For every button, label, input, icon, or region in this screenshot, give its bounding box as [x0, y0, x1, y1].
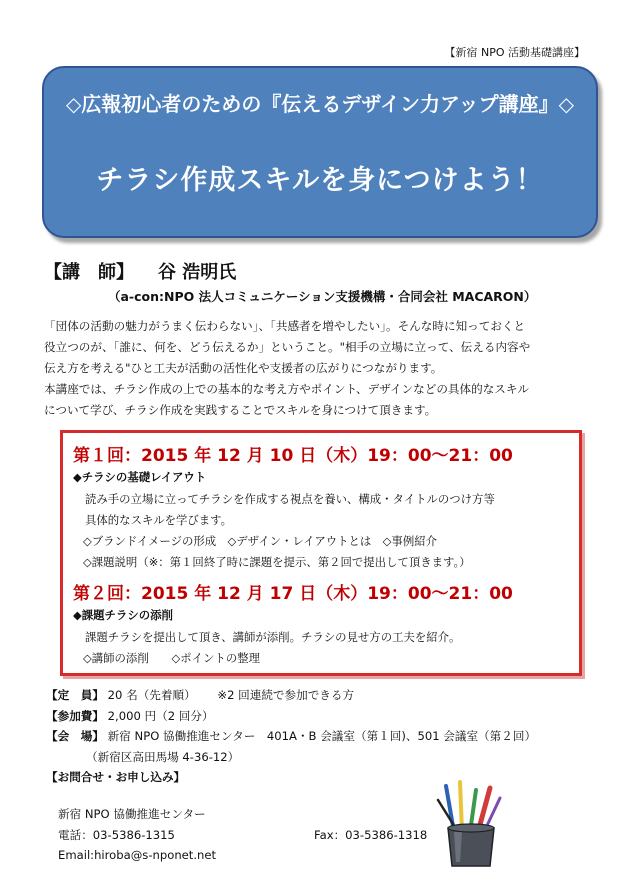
capacity-note: ※2 回連続で参加できる方 [217, 688, 355, 702]
session2-topic: ◆課題チラシの添削 [73, 608, 173, 622]
contact-fax: Fax：03-5386-1318 [314, 827, 428, 842]
capacity-row [46, 685, 536, 706]
inquiry-label: 【お問合せ・お申し込み】 [46, 770, 186, 784]
fee-row [46, 706, 536, 727]
lecturer-name: 谷 浩明氏 [158, 262, 237, 283]
title-banner [42, 66, 598, 238]
capacity-value: 20 名（先着順） [107, 688, 196, 702]
intro-line: 本講座では、チラシ作成の上での基本的な考え方やポイント、デザインなどの具体的なスキル [44, 382, 529, 396]
fee-label: 【参加費】 [46, 708, 104, 723]
lecturer-role: 【講 師】 [44, 262, 134, 283]
session1-items: ◇ブランドイメージの形成 ◇デザイン・レイアウトとは ◇事例紹介 [83, 534, 437, 548]
contact-email[interactable]: Email:hiroba@s-nponet.net [58, 848, 217, 862]
capacity-label: 【定 員】 [46, 688, 104, 702]
intro-paragraph [44, 316, 604, 421]
contact-org: 新宿 NPO 協働推進センター [58, 807, 206, 821]
session1-heading: 第１回：2015 年 12 月 10 日（木）19：00～21：00 [73, 446, 513, 466]
intro-line: 役立つのが、「誰に、何を、どう伝えるか」ということ。"相手の立場に立って、伝える内容や [44, 340, 531, 354]
session1-desc-line1: 読み手の立場に立ってチラシを作成する視点を養い、構成・タイトルのつけ方等 [85, 492, 495, 506]
session2-desc: 課題チラシを提出して頂き、講師が添削。チラシの見せ方の工夫を紹介。 [85, 630, 461, 644]
banner-subtitle: ◇広報初心者のための『伝えるデザイン力アップ講座』◇ [66, 92, 574, 116]
intro-line: 「団体の活動の魅力がうまく伝わらない」、「共感者を増やしたい」。そんな時に知っておくと [44, 319, 526, 333]
intro-line: 伝え方を考える"ひと工夫が活動の活性化や支援者の広がりにつながります。 [44, 361, 443, 375]
banner-title: チラシ作成スキルを身につけよう！ [96, 165, 544, 196]
venue-row [46, 726, 536, 747]
session1-assignment: ◇課題説明（※：第１回終了時に課題を提示、第２回で提出して頂きます。） [83, 555, 471, 569]
lecturer-line [44, 258, 236, 284]
venue-label: 【会 場】 [46, 729, 104, 743]
lecturer-affiliation: （a-con:NPO 法人コミュニケーション支援機構・合同会社 MACARON） [108, 289, 537, 304]
fee-value: 2,000 円（2 回分） [107, 708, 214, 723]
event-details [46, 685, 536, 788]
contact-block [58, 804, 428, 866]
pen-cup-illustration [432, 776, 512, 868]
session2-items: ◇講師の添削 ◇ポイントの整理 [83, 651, 260, 665]
venue-value: 新宿 NPO 協働推進センター 401A・B 会議室（第１回)、501 会議室（第２回） [107, 729, 537, 743]
contact-tel: 電話：03-5386-1315 [58, 827, 175, 842]
session1-desc-line2: 具体的なスキルを学びます。 [85, 513, 233, 527]
sessions-box [60, 430, 582, 676]
intro-line: について学び、チラシ作成を実践することでスキルを身につけて頂きます。 [44, 403, 437, 417]
header-tag: 【新宿 NPO 活動基礎講座】 [444, 46, 585, 59]
session2-heading: 第２回：2015 年 12 月 17 日（木）19：00～21：00 [73, 584, 513, 604]
phone-fax-row [58, 825, 428, 846]
venue-address: （新宿区高田馬場 4-36-12） [86, 749, 240, 764]
session1-topic: ◆チラシの基礎レイアウト [73, 470, 207, 484]
